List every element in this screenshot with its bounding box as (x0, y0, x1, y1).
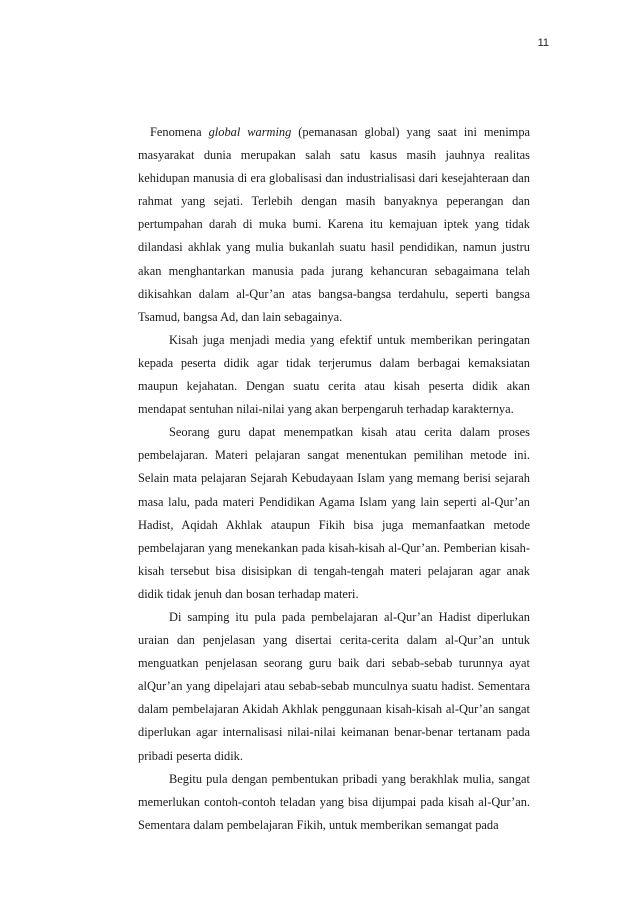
paragraph-2: Kisah juga menjadi media yang efektif untuk memberikan peringatan kepada peserta didik agar tidak terjerumus dalam berbagai kemaksiatan maupun kejahatan. Dengan suatu cerita atau kisah peserta didik akan mendapat sentuhan nilai-nilai yang akan berpengaruh terhadap karakternya. (138, 332, 530, 417)
paragraph-5: Begitu pula dengan pembentukan pribadi yang berakhlak mulia, sangat memerlukan contoh-contoh teladan yang bisa dijumpai pada kisah al-Qur’an. Sementara dalam pembelajaran Fikih, untuk memberikan semangat pada (138, 771, 530, 832)
paragraph-1-rest: (pemanasan global) yang saat ini menimpa masyarakat dunia merupakan salah satu kasus masih jauhnya realitas kehidupan manusia di era globalisasi dan industrialisasi dari kesejahteraan dan rahmat yang sejati. Terlebih dengan masih banyaknya peperangan dan pertumpahan darah di muka bumi. Karena itu kemajuan iptek yang tidak dilandasi akhlak yang mulia bukanlah suatu hasil pendidikan, namun justru akan menghantarkan manusia pada jurang kehancuran sebagaimana telah dikisahkan dalam al-Qur’an atas bangsa-bangsa terdahulu, seperti bangsa Tsamud, bangsa Ad, dan lain sebagainya. (138, 125, 531, 324)
paragraph-1 (138, 121, 530, 329)
body-text (138, 121, 530, 837)
paragraph-3: Seorang guru dapat menempatkan kisah atau cerita dalam proses pembelajaran. Materi pelajaran sangat menentukan pemilihan metode ini. Selain mata pelajaran Sejarah Kebudayaan Islam yang memang berisi sejarah masa lalu, pada materi Pendidikan Agama Islam yang lain seperti al-Qur’an Hadist, Aqidah Akhlak ataupun Fikih bisa juga memanfaatkan metode pembelajaran yang menekankan pada kisah-kisah al-Qur’an. Pemberian kisah-kisah tersebut bisa disisipkan di tengah-tengah materi pelajaran agar anak didik tidak jenuh dan bosan terhadap materi. (138, 425, 530, 601)
paragraph-1-italic-term: global warming (208, 125, 292, 139)
paragraph-4: Di samping itu pula pada pembelajaran al-Qur’an Hadist diperlukan uraian dan penjelasan yang disertai cerita-cerita dalam al-Qur’an untuk menguatkan penjelasan seorang guru baik dari sebab-sebab turunnya ayat alQur’an yang dipelajari atau sebab-sebab munculnya suatu hadist. Sementara dalam pembelajaran Akidah Akhlak penggunaan kisah-kisah al-Qur’an sangat diperlukan agar internalisasi nilai-nilai keimanan benar-benar tertanam pada pribadi peserta didik. (138, 609, 530, 763)
paragraph-1-lead: Fenomena (150, 125, 209, 139)
page-number: 11 (537, 37, 549, 49)
